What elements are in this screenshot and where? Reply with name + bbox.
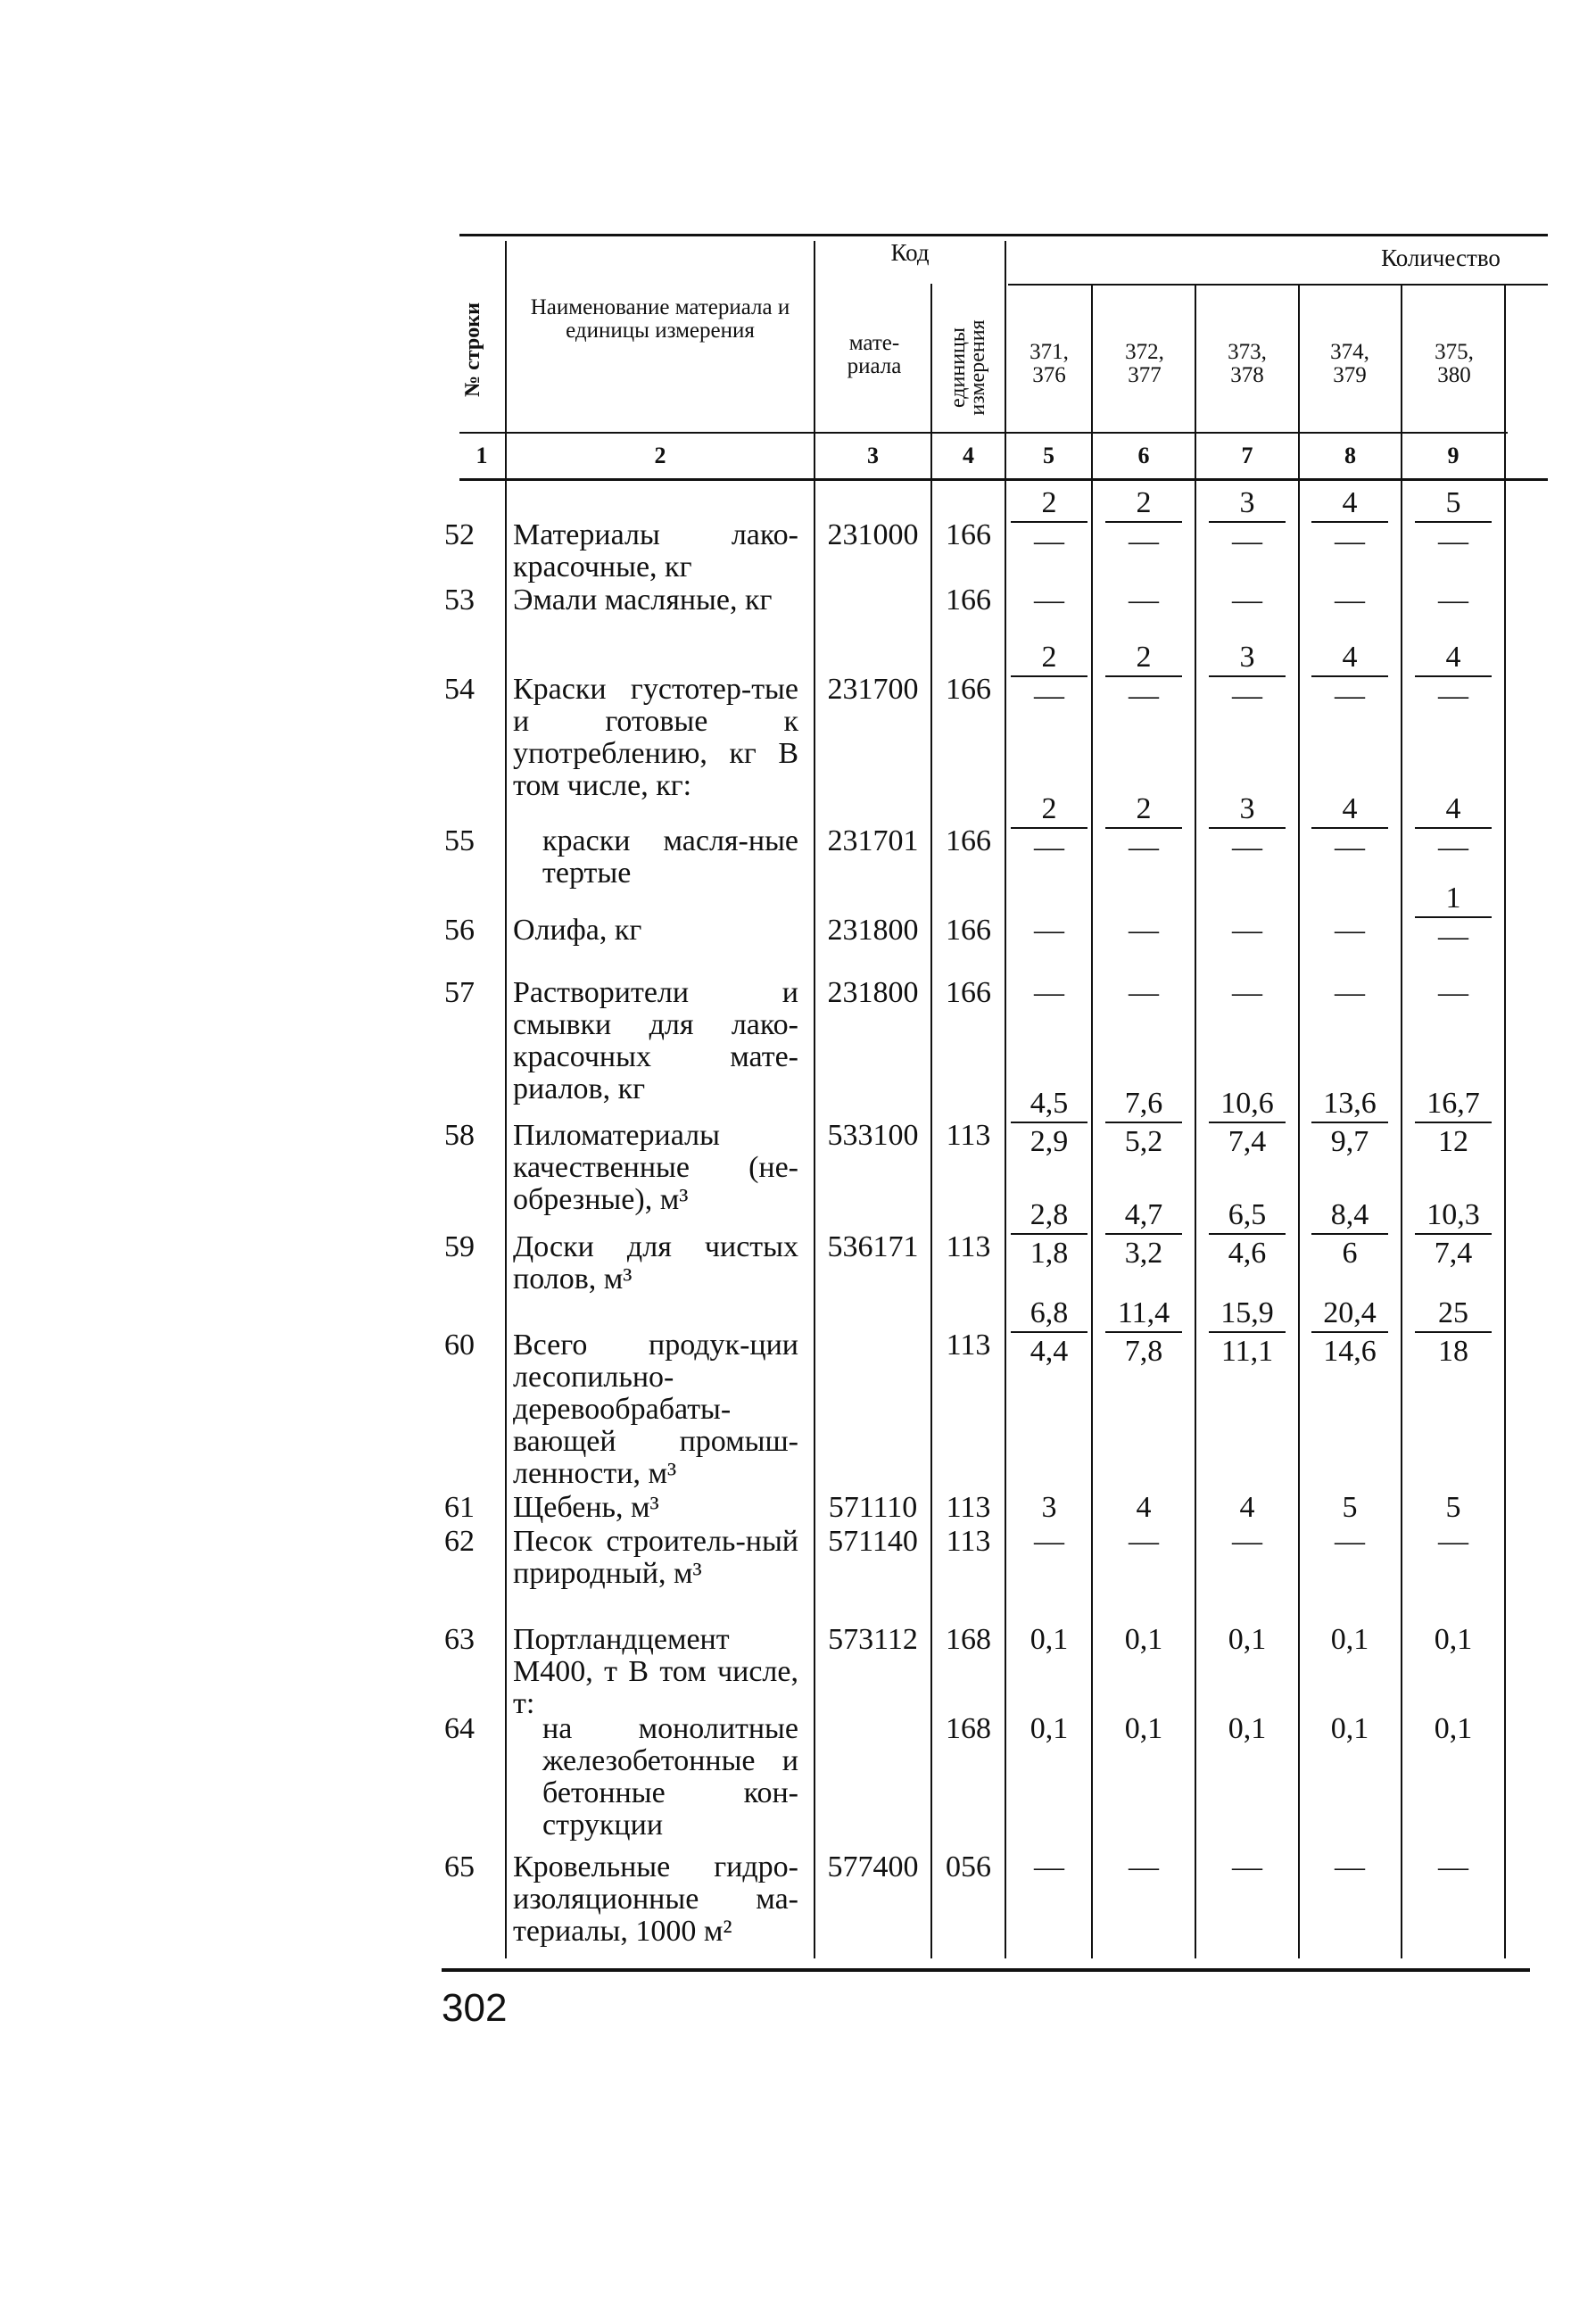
quantity-denominator: — (1034, 525, 1064, 558)
quantity-cell (1095, 791, 1193, 865)
quantity-cell (1198, 977, 1296, 1009)
col-divider (505, 241, 507, 1958)
unit-code: 168 (946, 1712, 991, 1745)
quantity-denominator: 12 (1438, 1125, 1468, 1158)
quantity-cell (1301, 1492, 1399, 1524)
quantity-numerator: 4,7 (1105, 1197, 1182, 1235)
column-number: 4 (963, 443, 974, 468)
unit-code: 113 (946, 1230, 991, 1263)
header-qty-col: 374, 379 (1330, 340, 1369, 387)
quantity-cell (1198, 1624, 1296, 1656)
row-number: 61 (444, 1491, 475, 1524)
quantity-numerator: 10,6 (1209, 1086, 1286, 1123)
quantity-numerator: 4 (1311, 485, 1388, 523)
quantity-denominator: 9,7 (1330, 1125, 1369, 1158)
quantity-cell (1301, 915, 1399, 947)
column-number: 5 (1043, 443, 1054, 468)
quantity-numerator: 2 (1011, 640, 1087, 677)
material-name: Песок строитель-ный природный, м³ (513, 1525, 798, 1590)
quantity-numerator: 2,8 (1011, 1197, 1087, 1235)
quantity-numerator: 7,6 (1105, 1086, 1182, 1123)
header-qty-col: 372, 377 (1125, 340, 1164, 387)
col-divider (814, 241, 815, 1958)
quantity-value: 0,1 (1434, 1712, 1473, 1745)
quantity-numerator: 25 (1415, 1296, 1492, 1333)
quantity-value: — (1232, 1850, 1262, 1883)
quantity-denominator: — (1232, 831, 1262, 864)
quantity-cell (1301, 1851, 1399, 1883)
unit-code: 113 (946, 1525, 991, 1558)
quantity-value: — (1034, 1525, 1064, 1558)
quantity-numerator: 13,6 (1311, 1086, 1388, 1123)
quantity-cell (1000, 1624, 1098, 1656)
quantity-cell (1095, 1624, 1193, 1656)
quantity-denominator: 11,1 (1220, 1335, 1274, 1368)
material-name: Материалы лако-красочные, кг (513, 518, 798, 584)
quantity-cell (1301, 1296, 1399, 1369)
row-number: 60 (444, 1329, 475, 1362)
quantity-numerator: 5 (1415, 485, 1492, 523)
quantity-denominator: 3,2 (1124, 1237, 1163, 1270)
quantity-denominator: 1,8 (1030, 1237, 1069, 1270)
material-code: 231000 (827, 518, 919, 551)
quantity-cell (1301, 791, 1399, 865)
quantity-denominator: 2,9 (1030, 1125, 1069, 1158)
quantity-value: — (1232, 1525, 1262, 1558)
material-name: Растворители и смывки для лако-красочных мате-риалов, кг (513, 976, 798, 1105)
material-name: краски масля-ные тертые (542, 824, 798, 890)
quantity-cell (1198, 485, 1296, 559)
quantity-cell (1095, 1086, 1193, 1159)
page-number: 302 (442, 1986, 508, 2030)
unit-code: 168 (946, 1623, 991, 1656)
quantity-value: — (1438, 1525, 1468, 1558)
quantity-value: — (1034, 914, 1064, 947)
quantity-cell (1000, 915, 1098, 947)
col-divider (1298, 286, 1300, 1958)
quantity-cell (1198, 1851, 1296, 1883)
quantity-value: — (1129, 976, 1159, 1009)
unit-code: 166 (946, 673, 991, 706)
quantity-cell (1000, 1526, 1098, 1558)
quantity-cell (1404, 1197, 1502, 1271)
quantity-denominator: — (1438, 525, 1468, 558)
quantity-cell (1404, 791, 1502, 865)
header-subrule (1008, 284, 1548, 286)
bottom-rule (442, 1968, 1530, 1972)
quantity-value: — (1438, 1850, 1468, 1883)
quantity-cell (1404, 485, 1502, 559)
quantity-numerator: 16,7 (1415, 1086, 1492, 1123)
quantity-value: 0,1 (1030, 1712, 1069, 1745)
header-row-number: № строки (461, 302, 484, 397)
quantity-numerator: 20,4 (1311, 1296, 1388, 1333)
quantity-cell (1404, 1492, 1502, 1524)
quantity-cell (1404, 881, 1502, 954)
quantity-cell (1000, 640, 1098, 713)
quantity-cell (1095, 584, 1193, 617)
quantity-value: — (1129, 1850, 1159, 1883)
quantity-cell (1000, 1851, 1098, 1883)
material-code: 231701 (827, 824, 919, 857)
header-qty-col: 373, 378 (1228, 340, 1267, 387)
quantity-value: 5 (1445, 1491, 1461, 1524)
quantity-numerator: 2 (1105, 791, 1182, 829)
column-number: 3 (867, 443, 879, 468)
quantity-cell (1095, 640, 1193, 713)
row-number: 52 (444, 518, 475, 551)
quantity-numerator: 15,9 (1209, 1296, 1286, 1333)
quantity-cell (1095, 1197, 1193, 1271)
quantity-denominator: 7,4 (1434, 1237, 1473, 1270)
quantity-denominator: 14,6 (1323, 1335, 1377, 1368)
quantity-cell (1301, 1197, 1399, 1271)
unit-code: 113 (946, 1119, 991, 1152)
quantity-numerator: 2 (1011, 791, 1087, 829)
column-number: 8 (1344, 443, 1356, 468)
quantity-value: 0,1 (1124, 1712, 1163, 1745)
quantity-value: — (1438, 976, 1468, 1009)
quantity-numerator: 3 (1209, 485, 1286, 523)
header-quantity: Количество (1381, 244, 1501, 271)
quantity-numerator: 8,4 (1311, 1197, 1388, 1235)
quantity-numerator: 4 (1415, 640, 1492, 677)
quantity-numerator: 4 (1415, 791, 1492, 829)
material-name: Пиломатериалы качественные (не-обрезные), м³ (513, 1119, 798, 1216)
material-name: на монолитные железобетонные и бетонные кон-струкции (542, 1712, 798, 1842)
quantity-value: — (1034, 1850, 1064, 1883)
quantity-cell (1301, 640, 1399, 713)
header-code-material: мате-риала (847, 331, 902, 378)
quantity-cell (1198, 1197, 1296, 1271)
quantity-denominator: 6 (1342, 1237, 1358, 1270)
unit-code: 166 (946, 914, 991, 947)
quantity-cell (1198, 915, 1296, 947)
quantity-cell (1301, 1713, 1399, 1745)
row-number: 54 (444, 673, 475, 706)
quantity-value: 0,1 (1228, 1712, 1267, 1745)
quantity-value: — (1129, 914, 1159, 947)
quantity-value: — (1034, 584, 1064, 617)
quantity-cell (1198, 1492, 1296, 1524)
material-code: 536171 (827, 1230, 919, 1263)
unit-code: 113 (946, 1491, 991, 1524)
col-divider (1195, 286, 1196, 1958)
quantity-value: — (1232, 584, 1262, 617)
quantity-cell (1301, 1526, 1399, 1558)
quantity-denominator: — (1335, 831, 1365, 864)
quantity-numerator: 4 (1311, 640, 1388, 677)
quantity-value: 0,1 (1228, 1623, 1267, 1656)
row-number: 53 (444, 584, 475, 617)
header-qty-col: 375, 380 (1435, 340, 1474, 387)
quantity-cell (1000, 584, 1098, 617)
quantity-value: 5 (1342, 1491, 1358, 1524)
row-number: 58 (444, 1119, 475, 1152)
header-code: Код (890, 239, 930, 266)
material-name: Портландцемент М400, т В том числе, т: (513, 1623, 798, 1720)
quantity-value: — (1335, 1850, 1365, 1883)
quantity-cell (1000, 977, 1098, 1009)
colnum-bottom-rule (459, 478, 1548, 481)
quantity-cell (1404, 1296, 1502, 1369)
quantity-numerator: 6,8 (1011, 1296, 1087, 1333)
quantity-denominator: 5,2 (1124, 1125, 1163, 1158)
quantity-cell (1198, 640, 1296, 713)
quantity-denominator: — (1129, 831, 1159, 864)
row-number: 59 (444, 1230, 475, 1263)
material-name: Щебень, м³ (513, 1491, 659, 1524)
unit-code: 056 (946, 1850, 991, 1883)
quantity-denominator: — (1129, 679, 1159, 712)
quantity-cell (1198, 584, 1296, 617)
quantity-value: 0,1 (1330, 1712, 1369, 1745)
row-number: 57 (444, 976, 475, 1009)
quantity-value: — (1232, 914, 1262, 947)
quantity-denominator: — (1129, 525, 1159, 558)
quantity-numerator: 4,5 (1011, 1086, 1087, 1123)
material-code: 231700 (827, 673, 919, 706)
quantity-cell (1095, 915, 1193, 947)
quantity-value: 4 (1136, 1491, 1152, 1524)
quantity-value: 0,1 (1124, 1623, 1163, 1656)
quantity-cell (1000, 791, 1098, 865)
quantity-numerator: 3 (1209, 640, 1286, 677)
column-number: 6 (1137, 443, 1150, 468)
col-divider (1401, 286, 1402, 1958)
quantity-cell (1404, 1851, 1502, 1883)
material-name: Олифа, кг (513, 914, 642, 947)
quantity-denominator: — (1438, 831, 1468, 864)
row-number: 62 (444, 1525, 475, 1558)
quantity-numerator: 10,3 (1415, 1197, 1492, 1235)
column-number: 2 (654, 443, 666, 468)
quantity-cell (1301, 485, 1399, 559)
quantity-denominator: 4,6 (1228, 1237, 1267, 1270)
quantity-denominator: — (1034, 679, 1064, 712)
column-number: 7 (1241, 443, 1253, 468)
quantity-cell (1095, 977, 1193, 1009)
quantity-value: — (1335, 1525, 1365, 1558)
unit-code: 166 (946, 518, 991, 551)
quantity-cell (1404, 640, 1502, 713)
unit-code: 166 (946, 976, 991, 1009)
unit-code: 113 (946, 1329, 991, 1362)
quantity-cell (1000, 1713, 1098, 1745)
quantity-value: — (1438, 584, 1468, 617)
quantity-cell (1095, 1713, 1193, 1745)
header-code-unit: единицы измерения (947, 319, 989, 416)
quantity-denominator: — (1034, 831, 1064, 864)
row-number: 65 (444, 1850, 475, 1883)
quantity-cell (1000, 485, 1098, 559)
quantity-cell (1404, 1713, 1502, 1745)
quantity-cell (1198, 1296, 1296, 1369)
material-name: Эмали масляные, кг (513, 584, 773, 617)
material-name: Кровельные гидро-изоляционные ма-териалы, 1000 м² (513, 1850, 798, 1948)
quantity-cell (1095, 1851, 1193, 1883)
quantity-denominator: — (1335, 525, 1365, 558)
quantity-numerator: 2 (1105, 640, 1182, 677)
quantity-cell (1404, 977, 1502, 1009)
top-rule (459, 234, 1548, 236)
column-number: 9 (1447, 443, 1460, 468)
unit-code: 166 (946, 824, 991, 857)
header-name: Наименование материала и единицы измерения (530, 295, 790, 343)
quantity-cell (1198, 791, 1296, 865)
quantity-cell (1404, 1526, 1502, 1558)
quantity-denominator: — (1438, 920, 1468, 953)
material-code: 573112 (828, 1623, 918, 1656)
quantity-cell (1000, 1086, 1098, 1159)
quantity-denominator: — (1232, 679, 1262, 712)
material-name: Доски для чистых полов, м³ (513, 1230, 798, 1296)
quantity-denominator: 7,8 (1124, 1335, 1163, 1368)
quantity-numerator: 1 (1415, 881, 1492, 918)
material-code: 571140 (828, 1525, 918, 1558)
quantity-cell (1404, 1086, 1502, 1159)
quantity-cell (1404, 1624, 1502, 1656)
row-number: 64 (444, 1712, 475, 1745)
quantity-value: 0,1 (1434, 1623, 1473, 1656)
quantity-numerator: 4 (1311, 791, 1388, 829)
material-code: 231800 (827, 976, 919, 1009)
material-code: 571110 (828, 1491, 918, 1524)
quantity-value: — (1335, 976, 1365, 1009)
quantity-value: 0,1 (1330, 1623, 1369, 1656)
quantity-denominator: 18 (1438, 1335, 1468, 1368)
material-name: Всего продук-ции лесопильно-деревообрабаты-вающей промыш-ленности, м³ (513, 1329, 798, 1490)
quantity-cell (1301, 1624, 1399, 1656)
quantity-denominator: 7,4 (1228, 1125, 1267, 1158)
quantity-numerator: 6,5 (1209, 1197, 1286, 1235)
quantity-cell (1198, 1713, 1296, 1745)
quantity-cell (1095, 485, 1193, 559)
quantity-cell (1404, 584, 1502, 617)
material-code: 533100 (827, 1119, 919, 1152)
quantity-denominator: — (1438, 679, 1468, 712)
material-code: 231800 (827, 914, 919, 947)
column-number: 1 (475, 443, 488, 468)
quantity-cell (1198, 1526, 1296, 1558)
quantity-value: — (1335, 914, 1365, 947)
quantity-denominator: — (1232, 525, 1262, 558)
quantity-value: — (1129, 1525, 1159, 1558)
material-name: Краски густотер-тые и готовые к употреблению, кг В том числе, кг: (513, 673, 798, 802)
row-number: 63 (444, 1623, 475, 1656)
quantity-cell (1000, 1296, 1098, 1369)
quantity-denominator: 4,4 (1030, 1335, 1069, 1368)
quantity-cell (1301, 977, 1399, 1009)
quantity-cell (1198, 1086, 1296, 1159)
col-divider (1504, 286, 1506, 1958)
quantity-denominator: — (1335, 679, 1365, 712)
quantity-value: 3 (1041, 1491, 1057, 1524)
unit-code: 166 (946, 584, 991, 617)
quantity-numerator: 11,4 (1105, 1296, 1182, 1333)
quantity-numerator: 3 (1209, 791, 1286, 829)
quantity-numerator: 2 (1011, 485, 1087, 523)
quantity-value: 0,1 (1030, 1623, 1069, 1656)
material-code: 577400 (827, 1850, 919, 1883)
row-number: 55 (444, 824, 475, 857)
quantity-cell (1095, 1492, 1193, 1524)
quantity-value: — (1034, 976, 1064, 1009)
quantity-cell (1095, 1526, 1193, 1558)
quantity-value: — (1232, 976, 1262, 1009)
quantity-cell (1000, 1197, 1098, 1271)
quantity-value: — (1335, 584, 1365, 617)
quantity-value: 4 (1239, 1491, 1255, 1524)
header-qty-col: 371, 376 (1030, 340, 1069, 387)
quantity-cell (1095, 1296, 1193, 1369)
row-number: 56 (444, 914, 475, 947)
quantity-cell (1301, 584, 1399, 617)
quantity-cell (1301, 1086, 1399, 1159)
quantity-numerator: 2 (1105, 485, 1182, 523)
quantity-value: — (1129, 584, 1159, 617)
quantity-cell (1000, 1492, 1098, 1524)
